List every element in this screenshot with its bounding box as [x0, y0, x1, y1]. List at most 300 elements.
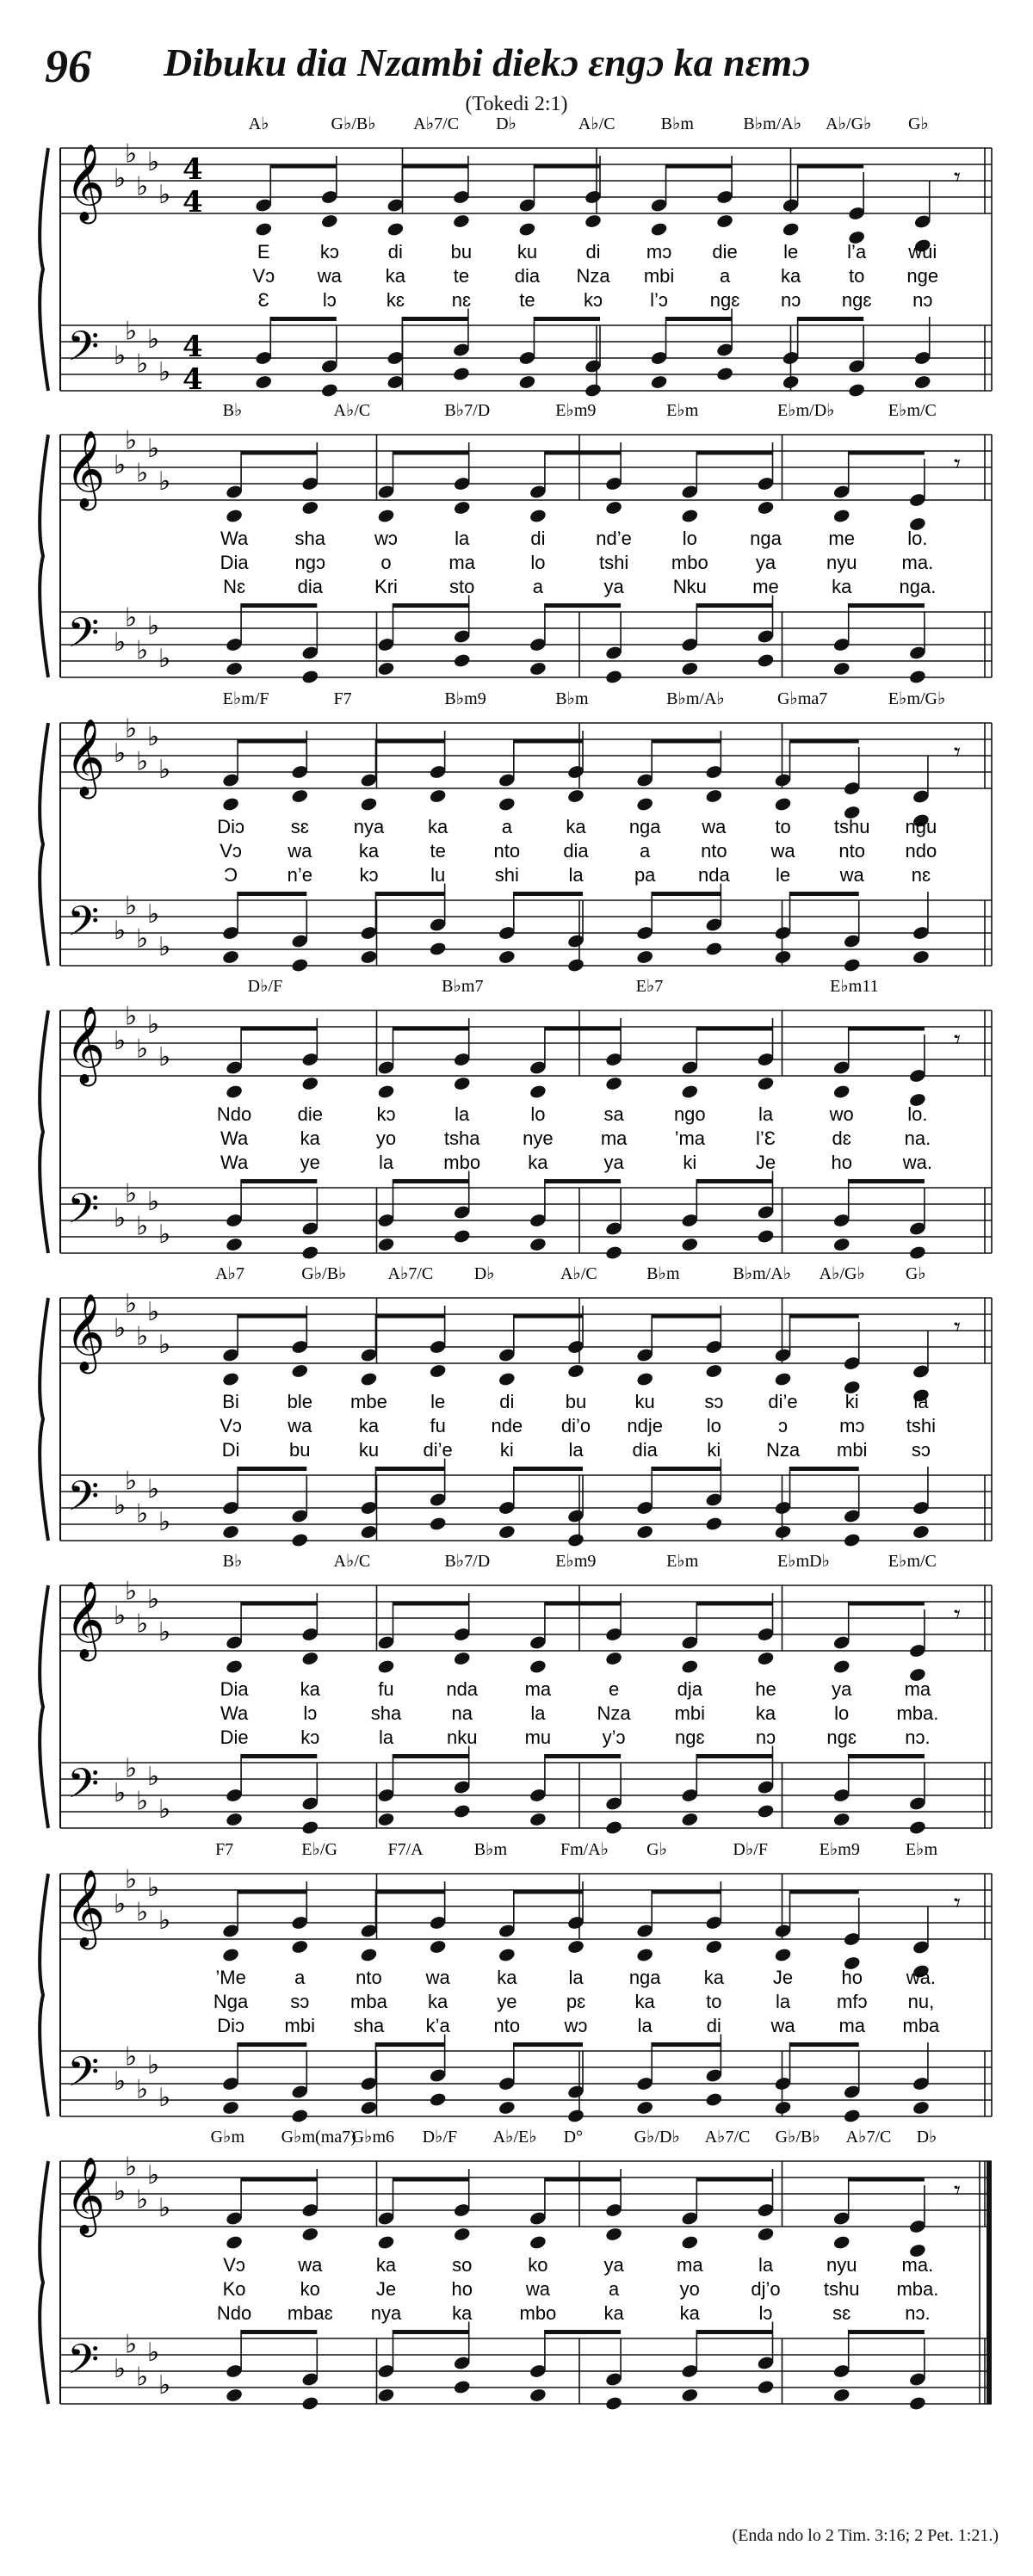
svg-text:4: 4 — [182, 330, 203, 364]
lyric-syllable: di — [387, 241, 403, 263]
bass-staff — [60, 612, 992, 677]
svg-text:♭: ♭ — [147, 1585, 160, 1615]
note-beam — [375, 1467, 444, 1471]
svg-text:♭: ♭ — [136, 1897, 149, 1928]
chord-symbol: A♭/C — [333, 401, 371, 420]
treble-staff — [60, 2161, 992, 2227]
note-head — [636, 1524, 654, 1540]
lyric-syllable: sa — [603, 1103, 624, 1125]
lyric-syllable: Di — [221, 1439, 240, 1461]
note-head — [604, 1245, 622, 1260]
lyric-syllable: so — [452, 2254, 473, 2276]
note-beam — [393, 2330, 469, 2334]
note-beam — [696, 1179, 772, 1183]
svg-text:♭: ♭ — [125, 1001, 138, 1032]
lyric-syllable: mbo — [519, 2302, 557, 2324]
note-beam — [849, 1027, 925, 1031]
chord-symbol: B♭m — [646, 1264, 680, 1283]
bass-staff — [60, 1763, 992, 1828]
music-system — [40, 1264, 992, 1548]
svg-text:♭: ♭ — [114, 1601, 127, 1631]
lyric-syllable: le — [775, 864, 791, 886]
svg-text:♭: ♭ — [136, 171, 149, 202]
note-head — [291, 2108, 309, 2123]
lyric-syllable: ma — [904, 1678, 931, 1700]
note-head — [453, 2227, 471, 2242]
treble-notes — [225, 2169, 926, 2258]
note-head — [377, 661, 395, 676]
lyric-syllable: nga. — [899, 576, 937, 597]
lyric-syllable: nya — [353, 816, 385, 837]
note-beam — [545, 2178, 621, 2182]
lyric-syllable: ka — [497, 1967, 517, 1988]
lyric-syllable: pa — [634, 864, 656, 886]
lyric-syllable: Nza — [576, 265, 610, 287]
bass-clef-icon: 𝄢 — [67, 608, 100, 667]
lyric-syllable: la — [775, 1991, 791, 2012]
lyric-syllable: sɔ — [290, 1991, 310, 2012]
lyric-line — [224, 864, 931, 886]
lyric-syllable: kɔ — [584, 289, 603, 311]
lyric-syllable: lo — [530, 1103, 546, 1125]
svg-text:♭: ♭ — [158, 466, 171, 497]
lyric-syllable: Nku — [672, 576, 707, 597]
note-head — [301, 669, 319, 684]
lyric-syllable: ka — [300, 1678, 320, 1700]
lyric-syllable: nge — [906, 265, 939, 287]
note-head — [681, 1084, 699, 1099]
chord-symbol: E♭/G — [301, 1840, 337, 1859]
svg-text:♭: ♭ — [125, 139, 138, 170]
note-head — [320, 213, 338, 229]
lyric-syllable: dj’o — [751, 2278, 781, 2300]
note-head — [221, 796, 239, 812]
lyric-syllable: lu — [430, 864, 446, 886]
lyric-syllable: ngu — [905, 816, 937, 837]
svg-text:♭: ♭ — [147, 1474, 160, 1504]
lyric-syllable: wa. — [906, 1967, 937, 1988]
lyric-syllable: wɔ — [564, 2015, 588, 2036]
treble-clef-icon: 𝄞 — [65, 1869, 106, 1947]
note-beam — [534, 317, 600, 321]
note-head — [377, 1237, 395, 1252]
lyric-syllable: mbaɛ — [287, 2302, 333, 2324]
lyric-syllable: ’ma — [674, 1127, 706, 1149]
note-head — [529, 508, 547, 523]
lyric-syllable: shi — [494, 864, 519, 886]
lyric-syllable: lo — [530, 552, 546, 573]
lyric-syllable: la — [913, 1391, 929, 1412]
note-beam — [270, 164, 337, 169]
lyric-syllable: nɔ. — [905, 1727, 931, 1748]
lyric-syllable: kɔ — [376, 1103, 396, 1125]
lyric-line — [220, 1678, 931, 1700]
lyric-syllable: tshu — [833, 816, 870, 837]
lyric-syllable: lo. — [907, 1103, 928, 1125]
note-beam — [849, 603, 925, 608]
chord-symbols — [211, 2128, 937, 2147]
chord-symbol: F7/A — [387, 1840, 424, 1859]
svg-text:♭: ♭ — [125, 891, 138, 922]
note-beam — [849, 1754, 925, 1758]
note-head — [757, 1651, 775, 1666]
note-head — [832, 1084, 851, 1099]
svg-text:♭: ♭ — [114, 2354, 127, 2384]
chord-symbol: G♭ — [907, 114, 929, 133]
lyric-syllable: ki — [683, 1152, 697, 1173]
lyric-syllable: mbi — [674, 1702, 706, 1724]
lyric-syllable: sto — [449, 576, 475, 597]
lyric-syllable: nda — [698, 864, 730, 886]
lyric-syllable: l’Ɛ — [755, 1127, 776, 1149]
lyric-syllable: la — [568, 1967, 584, 1988]
lyric-syllable: Wa — [220, 1127, 249, 1149]
bass-clef-icon: 𝄢 — [67, 897, 100, 955]
key-signature — [114, 139, 170, 388]
lyric-syllable: ko — [300, 2278, 320, 2300]
treble-clef-icon: 𝄞 — [65, 430, 106, 508]
music-system — [40, 2128, 992, 2412]
bass-staff — [60, 1188, 992, 1253]
lyric-syllable: lo — [706, 1415, 721, 1436]
lyric-syllable: y’ɔ — [602, 1727, 626, 1748]
note-head — [908, 1819, 926, 1835]
svg-text:♭: ♭ — [125, 1288, 138, 1319]
note-head — [705, 941, 723, 956]
note-beam — [798, 164, 864, 169]
lyric-syllable: fu — [378, 1678, 394, 1700]
lyric-syllable: ma. — [901, 2254, 934, 2276]
lyric-syllable: me — [828, 528, 855, 549]
svg-text:♭: ♭ — [147, 2338, 160, 2368]
note-head — [255, 374, 273, 390]
treble-notes — [225, 1593, 926, 1683]
lyric-syllable: la — [637, 2015, 653, 2036]
lyric-syllable: kɔ — [300, 1727, 320, 1748]
note-head — [636, 949, 654, 965]
music-system — [40, 1552, 992, 1836]
lyric-syllable: ka — [358, 840, 380, 862]
chord-symbol: B♭m — [473, 1840, 508, 1859]
note-head — [681, 1659, 699, 1674]
lyric-syllable: a — [294, 1967, 306, 1988]
lyric-line — [223, 576, 936, 597]
note-beam — [790, 892, 859, 896]
eighth-rest-icon: 𝄾 — [954, 1025, 961, 1055]
lyric-syllable: mbo — [443, 1152, 481, 1173]
note-head — [377, 508, 395, 523]
lyric-syllable: mbi — [837, 1439, 868, 1461]
lyric-syllable: wa — [288, 840, 312, 862]
svg-text:♭: ♭ — [136, 924, 149, 954]
chord-symbol: E♭m9 — [555, 401, 597, 420]
note-head — [584, 382, 602, 398]
lyric-syllable: sɛ — [290, 816, 309, 837]
chord-symbol: D° — [563, 2128, 584, 2147]
lyric-syllable: nɔ. — [905, 2302, 931, 2324]
note-head — [636, 2100, 654, 2116]
treble-notes — [221, 731, 930, 829]
lyric-syllable: ya — [832, 1678, 852, 1700]
bass-clef-icon: 𝄢 — [67, 1184, 100, 1243]
note-head — [529, 1237, 547, 1252]
lyric-syllable: nda — [446, 1678, 479, 1700]
note-beam — [666, 317, 733, 321]
time-signature — [182, 152, 203, 397]
lyric-syllable: wa. — [902, 1152, 933, 1173]
lyric-syllable: nyu — [826, 552, 857, 573]
note-head — [604, 1819, 622, 1835]
note-head — [452, 213, 470, 229]
note-head — [221, 1947, 239, 1962]
bass-notes — [221, 2035, 930, 2124]
note-beam — [666, 164, 733, 169]
svg-text:♭: ♭ — [114, 627, 127, 658]
note-head — [757, 652, 775, 668]
note-head — [774, 1947, 792, 1962]
note-head — [681, 2234, 699, 2250]
lyric-syllable: Ɔ — [224, 864, 238, 886]
lyric-syllable: ko — [528, 2254, 548, 2276]
svg-text:♭: ♭ — [158, 180, 171, 210]
note-beam — [545, 1754, 621, 1758]
chord-symbol: G♭/B♭ — [301, 1264, 347, 1283]
note-head — [225, 508, 243, 523]
lyric-syllable: la — [568, 1439, 584, 1461]
note-head — [908, 1245, 926, 1260]
note-head — [908, 2395, 926, 2411]
note-head — [774, 1524, 792, 1540]
chord-symbol: G♭/D♭ — [634, 2128, 680, 2147]
lyric-syllable: di — [706, 2015, 721, 2036]
system-brace — [40, 1585, 48, 1828]
lyric-syllable: wa — [702, 816, 727, 837]
svg-text:♭: ♭ — [136, 458, 149, 489]
lyric-line — [217, 816, 937, 837]
note-beam — [849, 1179, 925, 1183]
chord-symbol: B♭m — [660, 114, 694, 133]
system-brace — [40, 435, 48, 677]
chord-symbol: E♭m/G♭ — [888, 689, 946, 708]
note-beam — [514, 892, 583, 896]
lyric-syllable: nto — [493, 840, 521, 862]
lyric-syllable: ki — [707, 1439, 721, 1461]
lyric-syllable: Vɔ — [252, 265, 275, 287]
bass-clef-icon: 𝄢 — [67, 1759, 100, 1818]
lyric-syllable: tshu — [823, 2278, 860, 2300]
lyric-syllable: mɔ — [839, 1415, 865, 1436]
lyric-syllable: di — [585, 241, 601, 263]
treble-clef-icon: 𝄞 — [65, 144, 106, 221]
note-head — [225, 1237, 243, 1252]
chord-symbol: A♭7/C — [387, 1264, 434, 1283]
lyric-syllable: Je — [755, 1152, 776, 1173]
svg-text:♭: ♭ — [147, 324, 160, 355]
note-beam — [790, 739, 859, 744]
chord-symbols — [249, 114, 929, 133]
note-head — [832, 508, 851, 523]
note-beam — [849, 2330, 925, 2334]
lyric-syllable: wo — [829, 1103, 854, 1125]
note-head — [774, 2100, 792, 2116]
eighth-rest-icon: 𝄾 — [954, 163, 961, 193]
lyric-syllable: di’e — [423, 1439, 453, 1461]
note-head — [843, 957, 861, 973]
treble-notes — [221, 1881, 930, 1980]
svg-text:♭: ♭ — [125, 1864, 138, 1895]
bass-notes — [255, 309, 932, 398]
note-head — [908, 669, 926, 684]
chord-symbol: E♭m — [666, 1552, 699, 1571]
note-beam — [696, 1027, 772, 1031]
treble-staff — [60, 435, 992, 500]
lyric-syllable: ka — [832, 576, 852, 597]
lyric-line — [223, 2278, 939, 2300]
svg-text:♭: ♭ — [125, 713, 138, 744]
svg-text:♭: ♭ — [147, 434, 160, 464]
eighth-rest-icon: 𝄾 — [954, 738, 961, 768]
chord-symbol: A♭7/C — [704, 2128, 751, 2147]
lyric-syllable: a — [532, 576, 544, 597]
lyric-syllable: ka — [528, 1152, 548, 1173]
note-head — [301, 1245, 319, 1260]
note-beam — [696, 1602, 772, 1606]
note-head — [912, 2100, 930, 2116]
lyric-syllable: mbo — [671, 552, 708, 573]
note-beam — [790, 1890, 859, 1894]
note-head — [782, 374, 800, 390]
svg-text:♭: ♭ — [136, 2184, 149, 2215]
chord-symbol: E♭m — [905, 1840, 938, 1859]
chord-symbol: B♭ — [222, 401, 243, 420]
chord-symbol: E♭7 — [635, 977, 664, 996]
lyric-syllable: ma — [838, 2015, 866, 2036]
lyric-line — [220, 1727, 931, 1748]
lyric-syllable: ya — [755, 552, 776, 573]
note-head — [832, 1237, 851, 1252]
svg-text:♭: ♭ — [136, 2074, 149, 2105]
lyric-syllable: sha — [370, 1702, 402, 1724]
lyric-line — [220, 528, 928, 549]
note-beam — [375, 2042, 444, 2047]
note-head — [221, 2100, 239, 2116]
system-brace — [40, 1010, 48, 1253]
lyric-syllable: bu — [450, 241, 473, 263]
lyric-syllable: la — [568, 864, 584, 886]
treble-staff — [60, 1010, 992, 1076]
treble-notes — [255, 156, 932, 254]
lyric-syllable: Ndo — [216, 2302, 252, 2324]
lyric-syllable: nto — [701, 840, 727, 862]
chord-symbol: G♭ — [905, 1264, 926, 1283]
note-beam — [514, 1890, 583, 1894]
system-brace — [40, 148, 48, 391]
svg-text:♭: ♭ — [125, 2329, 138, 2360]
chord-symbol: G♭m6 — [351, 2128, 395, 2147]
lyric-syllable: la — [530, 1702, 546, 1724]
lyric-syllable: nga — [750, 528, 782, 549]
chord-symbols — [215, 1264, 926, 1283]
note-head — [912, 1524, 930, 1540]
lyric-syllable: l’a — [847, 241, 867, 263]
svg-text:♭: ♭ — [147, 899, 160, 930]
note-head — [221, 1524, 239, 1540]
lyric-syllable: E — [257, 241, 270, 263]
note-beam — [402, 317, 468, 321]
note-head — [715, 213, 733, 229]
note-beam — [238, 2042, 306, 2047]
lyric-syllable: to — [706, 1991, 722, 2012]
note-head — [301, 500, 319, 516]
lyric-syllable: ngɛ — [841, 289, 872, 311]
svg-text:♭: ♭ — [158, 1906, 171, 1936]
lyric-syllable: kɛ — [386, 289, 405, 311]
lyric-syllable: kɔ — [359, 864, 379, 886]
lyric-syllable: ho — [451, 2278, 473, 2300]
lyric-syllable: te — [453, 265, 470, 287]
eighth-rest-icon: 𝄾 — [954, 1313, 961, 1343]
note-head — [301, 2395, 319, 2411]
note-head — [774, 949, 792, 965]
key-signature — [114, 1577, 170, 1825]
svg-text:♭: ♭ — [147, 2160, 160, 2190]
svg-text:♭: ♭ — [147, 1873, 160, 1903]
note-beam — [696, 2178, 772, 2182]
bass-notes — [221, 1459, 930, 1548]
svg-text:♭: ♭ — [114, 1778, 127, 1808]
note-head — [360, 1947, 378, 1962]
note-head — [291, 1939, 309, 1955]
svg-text:♭: ♭ — [158, 1330, 171, 1360]
svg-text:♭: ♭ — [158, 1507, 171, 1537]
lyric-syllable: di’e — [768, 1391, 798, 1412]
svg-text:4: 4 — [182, 152, 203, 187]
note-beam — [375, 1314, 444, 1319]
lyric-line — [217, 2302, 931, 2324]
chord-symbol: Fm/A♭ — [560, 1840, 609, 1859]
svg-text:♭: ♭ — [114, 1026, 127, 1056]
lyric-line — [220, 1127, 931, 1149]
note-beam — [393, 1602, 469, 1606]
lyric-syllable: dja — [677, 1678, 702, 1700]
svg-text:♭: ♭ — [136, 1034, 149, 1065]
chord-symbol: A♭7/C — [413, 114, 460, 133]
svg-text:♭: ♭ — [114, 341, 127, 371]
lyric-syllable: na — [451, 1702, 473, 1724]
note-head — [377, 1659, 395, 1674]
chord-symbol: E♭m/C — [888, 1552, 937, 1571]
lyric-syllable: Wa — [220, 1702, 249, 1724]
lyric-syllable: di — [530, 528, 546, 549]
lyric-syllable: ka — [428, 816, 448, 837]
lyric-syllable: dia — [632, 1439, 658, 1461]
note-head — [453, 1228, 471, 1244]
lyric-syllable: Vɔ — [220, 1415, 242, 1436]
lyric-syllable: ye — [497, 1991, 517, 2012]
lyric-syllable: dia — [297, 576, 323, 597]
note-head — [832, 661, 851, 676]
lyric-syllable: wa — [770, 840, 795, 862]
note-head — [832, 1812, 851, 1827]
note-head — [291, 1532, 309, 1547]
lyric-syllable: nde — [491, 1415, 523, 1436]
lyric-syllable: dia — [514, 265, 541, 287]
lyric-syllable: lɔ — [758, 2302, 773, 2324]
svg-text:♭: ♭ — [125, 1178, 138, 1209]
chord-symbol: B♭m/A♭ — [666, 689, 725, 708]
note-head — [377, 1084, 395, 1099]
chord-symbol: E♭m/C — [888, 401, 937, 420]
